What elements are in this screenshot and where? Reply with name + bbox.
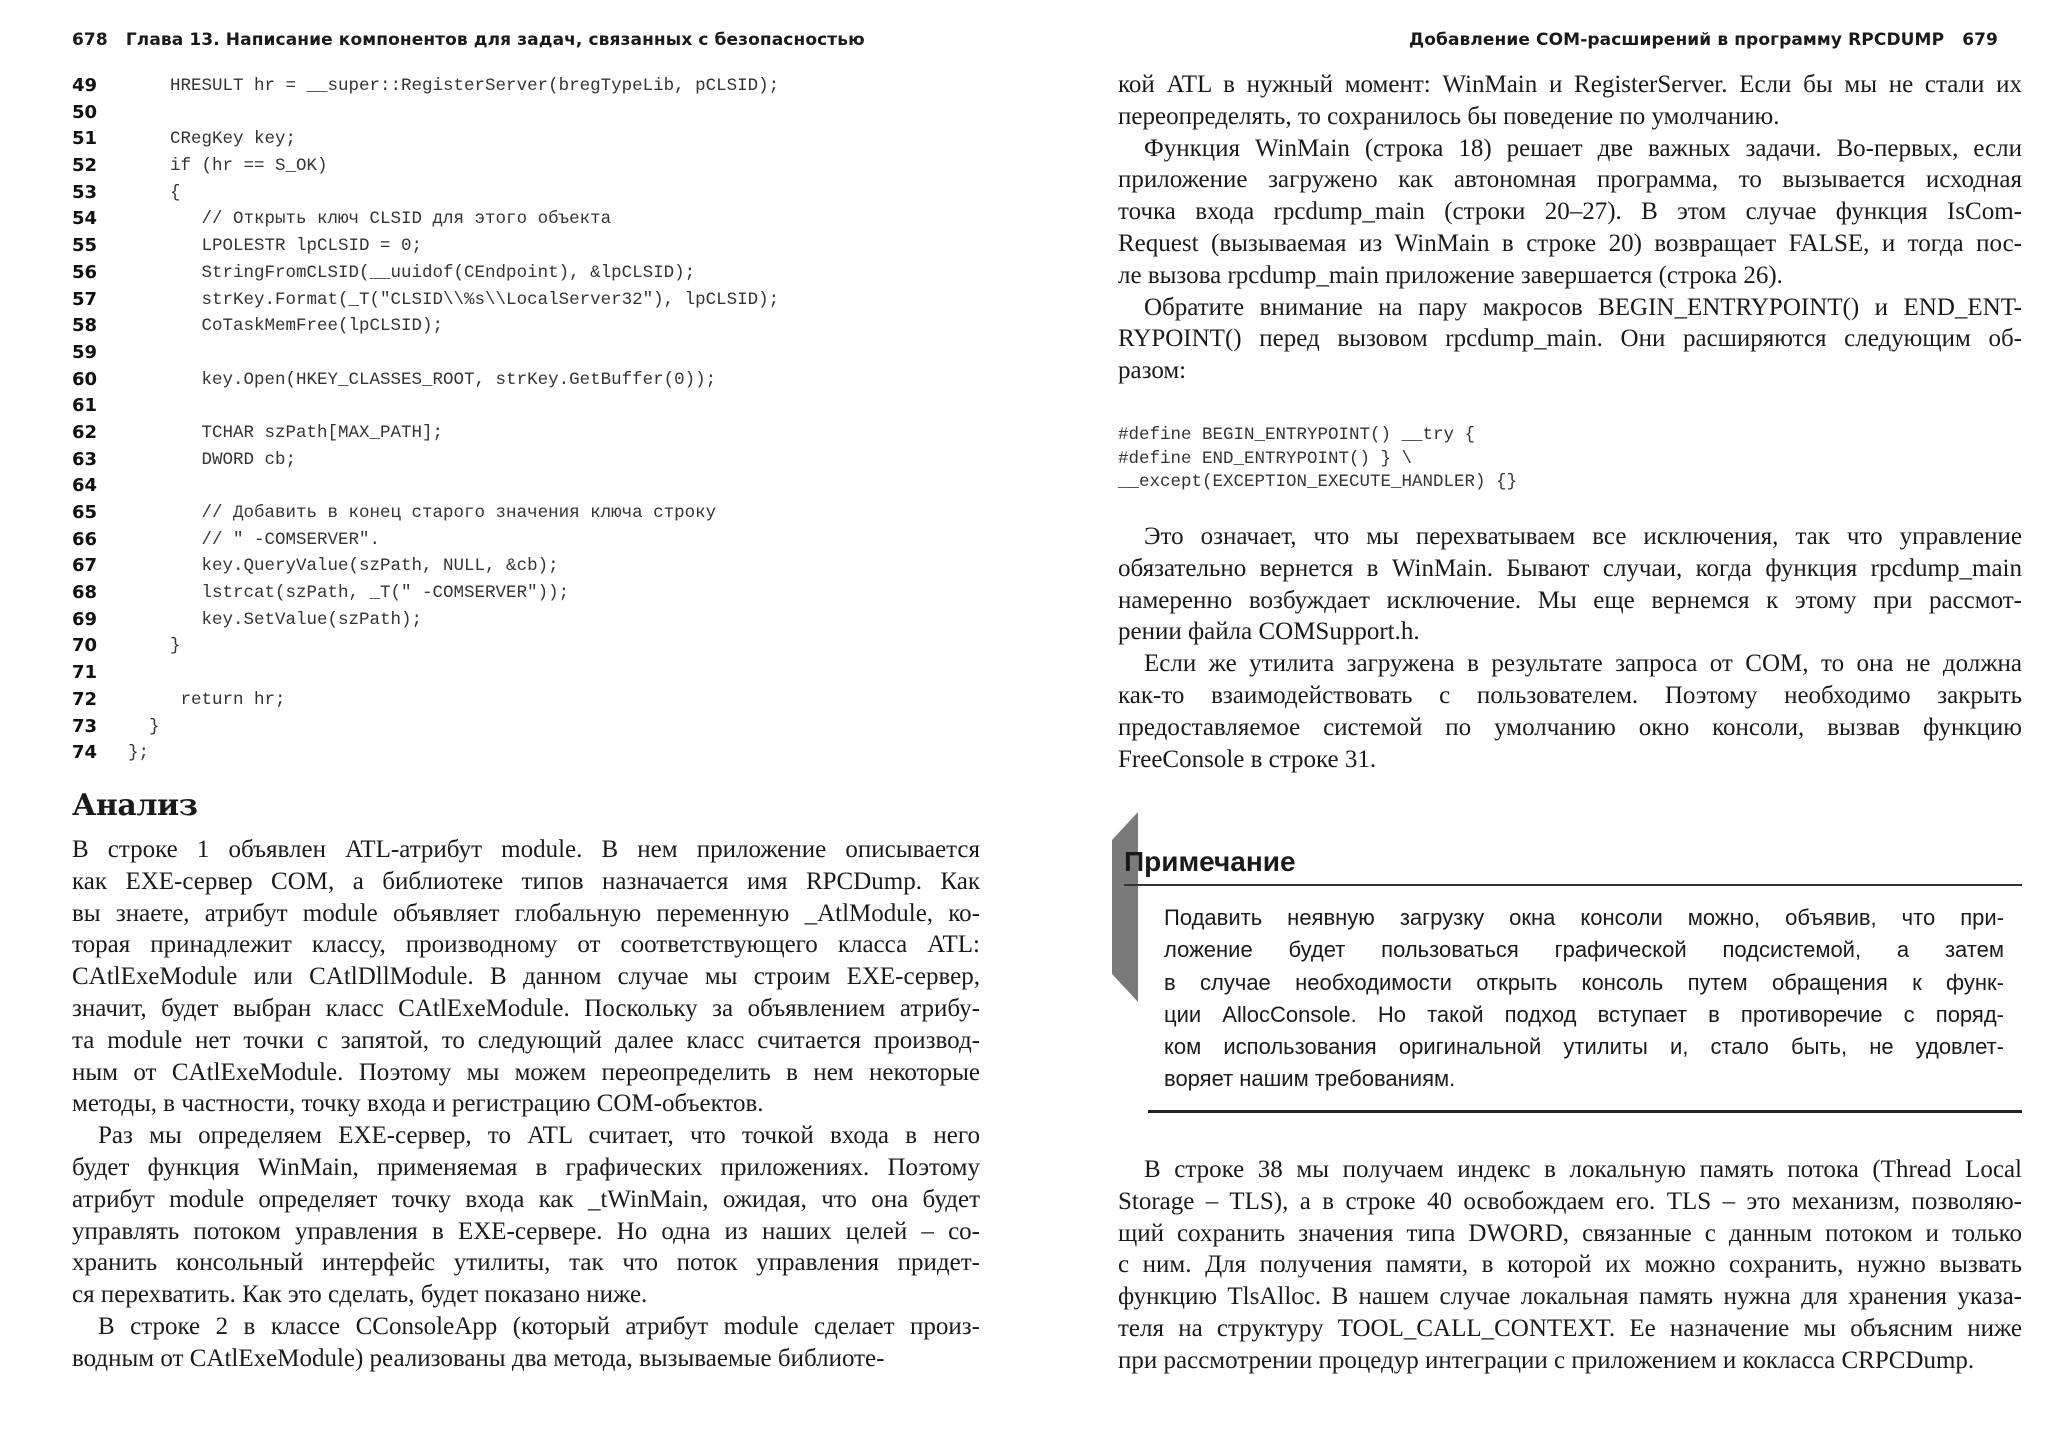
note-text-line: ложение будет пользоваться графической подсистемой, а затем [1164,937,2004,963]
right-body-text-bottom [1118,1154,2022,1377]
code-line-number: 59 [72,341,98,363]
note-top-rule [1124,884,2022,886]
note-box [1084,812,2024,1118]
text-line: В строке 38 мы получаем индекс в локальную память потока (Thread Local [1144,1156,2022,1183]
code-line-number: 56 [72,261,98,283]
text-line: приложение загружено как автономная программа, то вызывается исходная [1118,166,2022,194]
paragraph [1118,133,2022,292]
code-line-text: // Добавить в конец старого значения ключа строку [128,503,717,523]
code-line [72,180,779,207]
note-text-line: в случае необходимости открыть консоль путем обращения к функ- [1164,969,2004,995]
section-heading: Анализ [72,788,198,823]
text-line: ле вызова rpcdump_main приложение завершается (строка 26). [1118,261,1783,289]
code-line-number: 53 [72,181,98,203]
code-line [72,313,779,340]
code-line [72,206,779,233]
text-line: атрибут module определяет точку входа как _tWinMain, ожидая, что она будет [72,1185,980,1213]
code-line-number: 50 [72,101,98,123]
macro-code-line: __except(EXCEPTION_EXECUTE_HANDLER) {} [1118,472,1518,492]
code-line-number: 55 [72,235,98,257]
code-line-text: }; [128,743,150,764]
running-head-right [1409,30,1998,50]
note-text-line: Подавить неявную загрузку окна консоли можно, объявив, что при- [1164,905,2004,930]
code-line-text: } [128,716,160,737]
code-line [72,287,779,314]
code-line-number: 74 [72,742,98,764]
code-line-number: 60 [72,368,98,390]
code-line [72,260,779,287]
text-line: управлять потоком управления в EXE-сервере. Но одна из наших целей – со- [72,1217,980,1245]
code-line-number: 57 [72,288,98,310]
page-number-left: 678 [72,30,108,50]
paragraph [1118,69,2022,133]
code-line [72,100,779,127]
code-line [72,500,779,527]
chapter-title: Глава 13. Написание компонентов для задач, связанных с безопасностью [125,30,865,50]
code-line-text: CRegKey key; [128,129,297,150]
note-text-line: ком использования оригинальной утилиты и, стало быть, не удовлет- [1164,1034,2004,1060]
text-line: с ним. Для получения памяти, в которой их можно сохранить, нужно вызвать [1118,1251,2022,1279]
code-listing [72,73,779,767]
note-title: Примечание [1124,846,1296,877]
code-line [72,153,779,180]
text-line: В строке 2 в классе CConsoleApp (который атрибут module сделает произ- [98,1312,980,1340]
code-line-text: LPOLESTR lpCLSID = 0; [128,236,423,257]
code-line [72,740,779,767]
text-line: Если же утилита загружена в результате запроса от COM, то она не должна [1144,650,2022,678]
text-line: будет функция WinMain, применяемая в графических приложениях. Поэтому [72,1153,980,1181]
paragraph [72,834,980,1120]
text-line: В строке 1 объявлен ATL-атрибут module. В нем приложение описывается [72,836,980,863]
code-line-text: HRESULT hr = __super::RegisterServer(bregTypeLib, pCLSID); [128,76,780,96]
code-line [72,714,779,741]
paragraph [1118,292,2022,387]
note-text-line: воряет нашим требованиям. [1164,1066,1456,1092]
text-line: торая принадлежит классу, производному от соответствующего класса ATL: [72,931,980,959]
code-line-number: 58 [72,315,98,337]
code-line [72,233,779,260]
code-line-text: TCHAR szPath[MAX_PATH]; [128,422,444,443]
code-line-text: strKey.Format(_T("CLSID\\%s\\LocalServer32"), lpCLSID); [128,289,780,310]
code-line-text: if (hr == S_OK) [128,156,328,177]
text-line: предоставляемое системой по умолчанию окно консоли, вызвав функцию [1118,713,2022,741]
code-line-number: 49 [72,75,98,96]
code-line-number: 52 [72,155,98,177]
code-line-number: 65 [72,502,98,523]
text-line: щий сохранить значения типа DWORD, связанные с данным потоком и только [1118,1219,2022,1247]
paragraph [1118,521,2022,648]
text-line: вы знаете, атрибут module объявляет глобальную переменную _AtlModule, ко- [72,899,980,927]
code-line-text: StringFromCLSID(__uuidof(CEndpoint), &lpCLSID); [128,262,696,283]
code-line [72,607,779,634]
section-title: Добавление COM-расширений в программу RPCDUMP [1408,30,1945,50]
text-line: Обратите внимание на пару макросов BEGIN_ENTRYPOINT() и END_ENT- [1144,293,2022,321]
text-line: та module нет точки с запятой, то следующий далее класс считается производ- [72,1026,980,1054]
text-line: рении файла COMSupport.h. [1118,618,1420,646]
code-line-number: 62 [72,421,98,443]
note-text [1164,902,2004,1096]
code-line-text: { [128,182,181,203]
code-line-number: 61 [72,395,98,417]
text-line: намеренно возбуждает исключение. Мы еще вернемся к этому при рассмот- [1118,586,2022,614]
macro-code-line: #define BEGIN_ENTRYPOINT() __try { [1118,425,1476,445]
code-line [72,73,779,100]
note-bottom-rule [1148,1110,2022,1113]
code-line-number: 54 [72,208,98,230]
code-line-text: } [128,636,181,657]
code-line-number: 69 [72,608,98,630]
text-line: переопределять, то сохранилось бы поведение по умолчанию. [1118,102,1780,130]
code-line [72,367,779,394]
left-body-text [72,834,980,1375]
text-line: как EXE-сервер COM, а библиотеке типов назначается имя RPCDump. Как [72,867,980,895]
text-line: теля на структуру TOOL_CALL_CONTEXT. Ее назначение мы объясним ниже [1118,1314,2022,1342]
code-line [72,447,779,474]
code-line [72,420,779,447]
running-head-left [72,30,865,50]
code-line [72,633,779,660]
text-line: FreeConsole в строке 31. [1118,745,1377,773]
code-line [72,473,779,500]
text-line: Request (вызываемая из WinMain в строке 20) возвращает FALSE, и тогда пос- [1118,229,2022,257]
code-line [72,126,779,153]
text-line: водным от CAtlExeModule) реализованы два метода, вызываемые библиоте- [72,1344,885,1372]
code-line-number: 72 [72,688,98,710]
text-line: кой ATL в нужный момент: WinMain и RegisterServer. Если бы мы не стали их [1118,71,2022,98]
code-line-number: 66 [72,528,98,550]
code-line [72,580,779,607]
text-line: Это означает, что мы перехватываем все исключения, так что управление [1144,523,2022,550]
code-line-number: 67 [72,555,98,577]
code-line-number: 63 [72,448,98,470]
right-body-text-top [1118,69,2022,387]
code-line [72,687,779,714]
code-line [72,553,779,580]
code-line-number: 73 [72,715,98,737]
text-line: как-то взаимодействовать с пользователем. Поэтому необходимо закрыть [1118,681,2022,709]
text-line: при рассмотрении процедур интеграции с приложением и кокласса CRPCDump. [1118,1346,1975,1374]
text-line: значит, будет выбран класс CAtlExeModule. Поскольку за объявлением атрибу- [72,994,980,1022]
code-line-text: lstrcat(szPath, _T(" -COMSERVER")); [128,583,570,604]
text-line: методы, в частности, точку входа и регистрацию COM-объектов. [72,1090,764,1118]
code-line [72,393,779,420]
paragraph [1118,1154,2022,1377]
paragraph [1118,648,2022,775]
code-line-text: key.QueryValue(szPath, NULL, &cb); [128,556,559,577]
code-line-number: 51 [72,128,98,150]
paragraph [72,1120,980,1311]
text-line: разом: [1118,357,1187,385]
code-line-text: key.SetValue(szPath); [128,609,423,630]
code-line-text: // " -COMSERVER". [128,529,381,550]
text-line: точка входа rpcdump_main (строки 20–27). В этом случае функция IsCom- [1118,198,2022,226]
text-line: ся перехватить. Как это сделать, будет показано ниже. [72,1281,648,1309]
text-line: обязательно вернется в WinMain. Бывают случаи, когда функция rpcdump_main [1118,554,2022,582]
code-line [72,340,779,367]
text-line: Раз мы определяем EXE-сервер, то ATL считает, что точкой входа в него [98,1122,980,1150]
text-line: RYPOINT() перед вызовом rpcdump_main. Они расширяются следующим об- [1118,325,2022,353]
text-line: Функция WinMain (строка 18) решает две важных задачи. Во-первых, если [1144,134,2022,162]
code-line-number: 64 [72,475,98,497]
text-line: ным от CAtlExeModule. Поэтому мы можем переопределить в нем некоторые [72,1058,980,1086]
code-line-number: 70 [72,635,98,657]
paragraph [72,1311,980,1375]
text-line: хранить консольный интерфейс утилиты, так что поток управления придет- [72,1249,980,1277]
text-line: функцию TlsAlloc. В нашем случае локальная память нужна для хранения указа- [1118,1283,2022,1311]
text-line: Storage – TLS), а в строке 40 освобождаем его. TLS – это механизм, позволяю- [1118,1187,2022,1215]
code-line-number: 68 [72,582,98,604]
macro-code-block [1118,424,1517,495]
code-line-text: CoTaskMemFree(lpCLSID); [128,316,444,337]
code-line-number: 71 [72,662,98,684]
note-text-line: ции AllocConsole. Но такой подход вступает в противоречие с поряд- [1164,1001,2004,1027]
text-line: CAtlExeModule или CAtlDllModule. В данном случае мы строим EXE-сервер, [72,963,980,991]
code-line-text: DWORD cb; [128,449,297,470]
note-tab-marker [1112,812,1138,1002]
right-page [1024,0,2048,1447]
page-number-right: 679 [1962,30,1998,50]
code-line-text: return hr; [128,689,286,710]
code-line [72,660,779,687]
macro-code-line: #define END_ENTRYPOINT() } \ [1118,448,1413,469]
code-line [72,527,779,554]
right-body-text-middle [1118,521,2022,775]
code-line-text: key.Open(HKEY_CLASSES_ROOT, strKey.GetBuffer(0)); [128,369,717,390]
code-line-text: // Открыть ключ CLSID для этого объекта [128,209,612,230]
